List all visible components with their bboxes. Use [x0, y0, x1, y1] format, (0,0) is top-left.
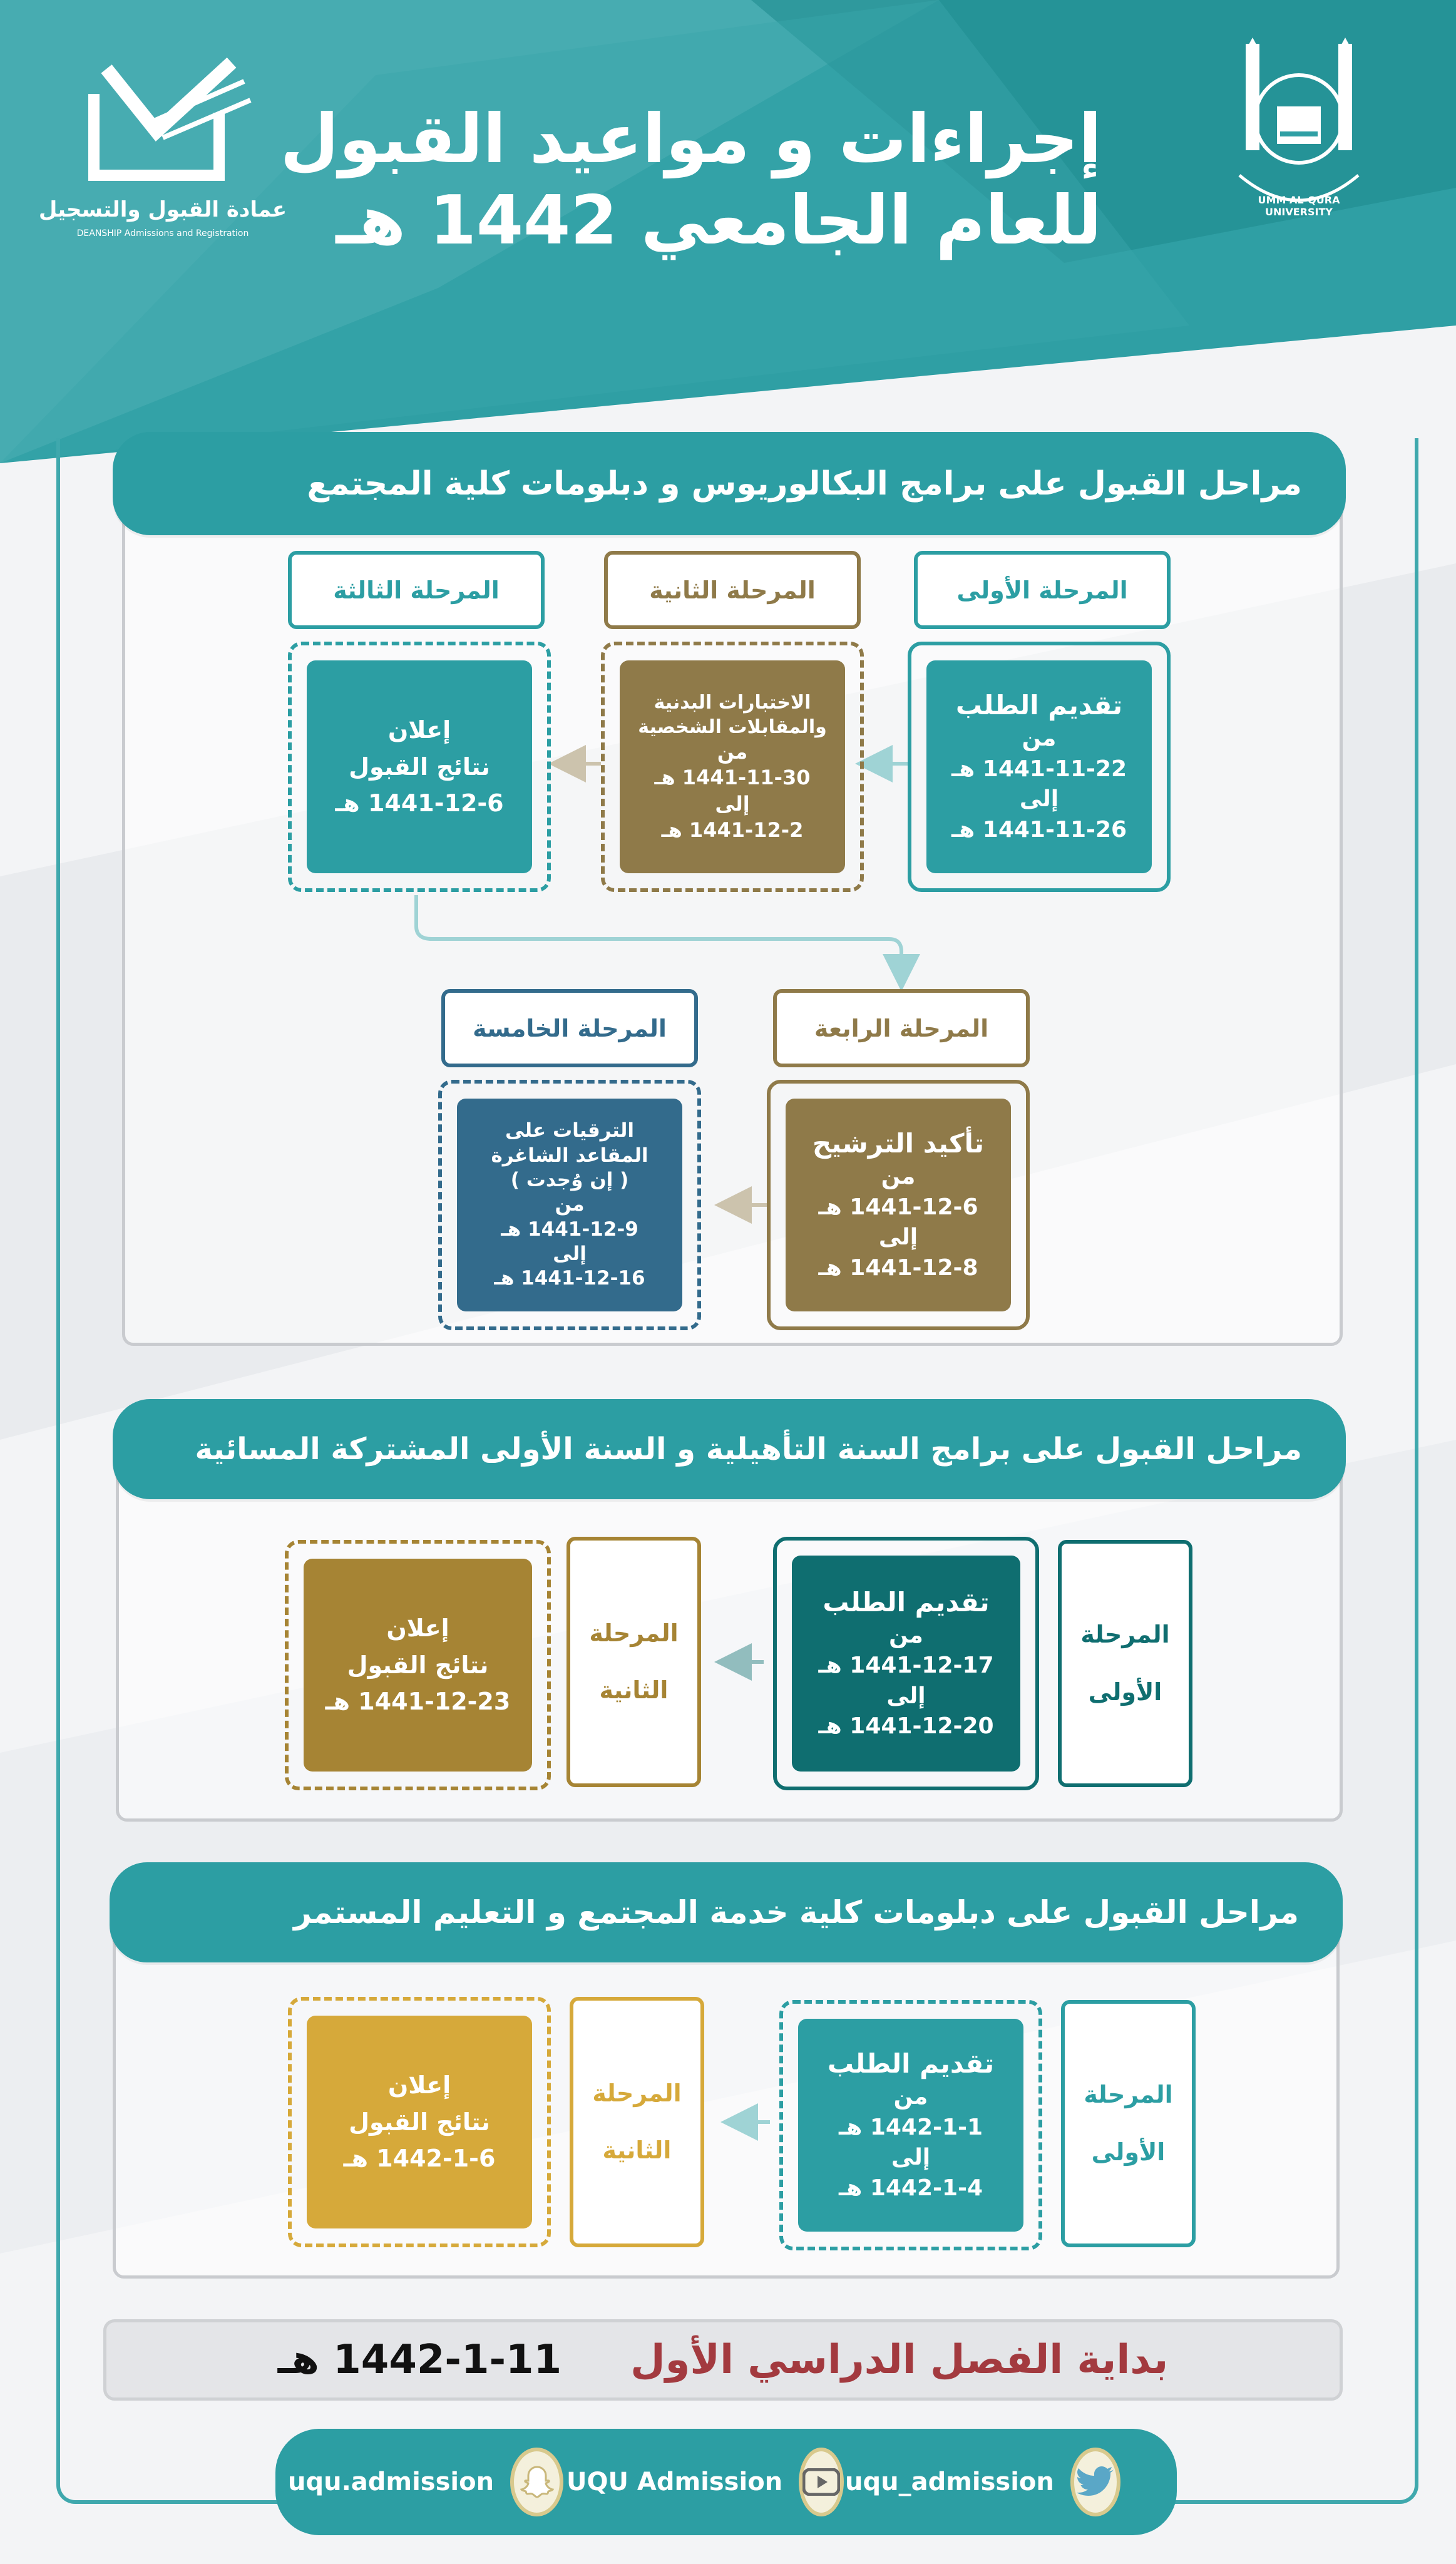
deanship-name-ar: عمادة القبول والتسجيل: [38, 197, 287, 222]
stage-line: 1441-11-30 هـ: [654, 766, 811, 790]
stage-line: من: [717, 739, 748, 764]
stage-line: نتائج القبول: [347, 1651, 489, 1679]
stage-line: إلى: [1019, 786, 1059, 813]
section3-stage2-label: [570, 1997, 704, 2247]
stage-line: إلى: [886, 1683, 926, 1709]
stage-line: من: [893, 2084, 928, 2110]
deanship-logo: [38, 56, 288, 250]
stage-label-line: المرحلة: [589, 1619, 679, 1647]
section1-stage5-label: المرحلة الخامسة: [441, 989, 698, 1067]
envelope-check-icon: [69, 56, 257, 194]
stage-line: إلى: [553, 1243, 587, 1266]
section1-stage4-label: المرحلة الرابعة: [773, 989, 1030, 1067]
stage-line: 1442-1-4 هـ: [839, 2175, 983, 2201]
section1-stage4-card: [786, 1099, 1011, 1311]
stage-line: إعلان: [387, 715, 451, 744]
twitter-icon: [1070, 2448, 1120, 2516]
stage-line: إلى: [878, 1224, 918, 1251]
stage-label-line: الثانية: [599, 1676, 669, 1704]
stage-line: نتائج القبول: [349, 2108, 490, 2136]
stage-line: إلى: [715, 792, 750, 816]
stage-line: 1441-12-23 هـ: [325, 1688, 511, 1716]
stage-label-line: الأولى: [1091, 2138, 1166, 2166]
stage-line: إعلان: [386, 1614, 449, 1642]
stage-line: 1441-12-16 هـ: [494, 1267, 645, 1290]
stage-line: 1441-12-6 هـ: [818, 1194, 978, 1220]
section3-stage2-card: [307, 2016, 532, 2228]
university-logo: [1227, 38, 1371, 225]
stage-label-line: المرحلة: [1084, 2081, 1173, 2109]
section1-stage1-card: [926, 660, 1152, 873]
stage-label-line: الثانية: [602, 2136, 672, 2164]
snapchat-handle: uqu.admission: [288, 2468, 495, 2496]
stage-line: 1441-12-2 هـ: [661, 818, 804, 842]
section1-title: مراحل القبول على برامج البكالوريوس و دبلومات كلية المجتمع: [113, 432, 1346, 535]
stage-line: ( إن وُجدت ): [510, 1168, 629, 1191]
stage-line: 1442-1-1 هـ: [839, 2114, 983, 2140]
stage-line: نتائج القبول: [349, 752, 490, 781]
stage-line: 1441-12-20 هـ: [818, 1713, 994, 1740]
section2-title: مراحل القبول على برامج السنة التأهيلية و السنة الأولى المشتركة المسائية: [113, 1399, 1346, 1499]
stage-line: تقديم الطلب: [827, 2048, 995, 2079]
youtube-link[interactable]: [567, 2448, 842, 2516]
stage-line: 1441-12-6 هـ: [335, 789, 504, 818]
section3-stage1-label: [1061, 2000, 1196, 2247]
section2-stage2-label: [567, 1537, 701, 1787]
youtube-handle: UQU Admission: [567, 2468, 783, 2496]
snapchat-icon: [510, 2448, 563, 2516]
stage-line: تقديم الطلب: [823, 1586, 990, 1618]
page-title-line1: إجراءات و مواعيد القبول: [280, 100, 1102, 178]
stage-line: من: [555, 1193, 585, 1216]
section3-stage1-card: [798, 2019, 1023, 2232]
stage-line: تقديم الطلب: [955, 690, 1123, 721]
stage-line: 1441-12-9 هـ: [501, 1218, 638, 1241]
stage-line: 1441-12-8 هـ: [818, 1254, 978, 1281]
deanship-name-en: DEANSHIP Admissions and Registration: [76, 228, 249, 238]
stage-label-line: المرحلة: [1080, 1621, 1170, 1649]
twitter-link[interactable]: [845, 2448, 1120, 2516]
stage-line: من: [889, 1622, 923, 1648]
section1-stage5-card: [457, 1099, 682, 1311]
stage-line: تأكيد الترشيح: [812, 1128, 985, 1159]
stage-line: 1441-11-22 هـ: [951, 756, 1127, 782]
stage-line: من: [881, 1164, 916, 1190]
stage-line: المقاعد الشاغرة: [491, 1144, 649, 1167]
university-seal-text: UMM AL-QURA UNIVERSITY: [1258, 194, 1340, 218]
section1-stage2-card: [620, 660, 845, 873]
semester-start-date: 1442-1-11 هـ: [277, 2337, 562, 2383]
section2-stage1-label: [1058, 1540, 1192, 1787]
stage-line: والمقابلات الشخصية: [638, 715, 827, 738]
section1-stage3-card: [307, 660, 532, 873]
semester-start-label: بداية الفصل الدراسي الأول: [630, 2337, 1169, 2383]
section1-stage2-label: المرحلة الثانية: [604, 551, 861, 629]
stage-line: الترقيات على: [505, 1119, 634, 1142]
stage-line: 1442-1-6 هـ: [343, 2145, 496, 2173]
stage-line: إعلان: [387, 2071, 451, 2099]
section1-stage1-label: المرحلة الأولى: [914, 551, 1171, 629]
semester-start-box: [103, 2319, 1343, 2401]
section1-stage3-label: المرحلة الثالثة: [288, 551, 545, 629]
page-title-line2: للعام الجامعي 1442 هـ: [336, 182, 1102, 260]
stage-line: إلى: [891, 2145, 931, 2171]
section3-title: مراحل القبول على دبلومات كلية خدمة المجتمع و التعليم المستمر: [110, 1862, 1343, 1962]
twitter-handle: uqu_admission: [845, 2468, 1054, 2496]
section2-stage2-card: [304, 1559, 532, 1772]
stage-line: من: [1022, 726, 1057, 752]
youtube-icon: [799, 2448, 844, 2516]
stage-line: الاختبارات البدنية: [654, 691, 811, 714]
section2-stage1-card: [792, 1556, 1020, 1772]
stage-label-line: المرحلة: [592, 2079, 682, 2107]
snapchat-link[interactable]: [288, 2448, 563, 2516]
stage-line: 1441-12-17 هـ: [818, 1653, 994, 1679]
stage-label-line: الأولى: [1088, 1678, 1162, 1706]
stage-line: 1441-11-26 هـ: [951, 816, 1127, 843]
